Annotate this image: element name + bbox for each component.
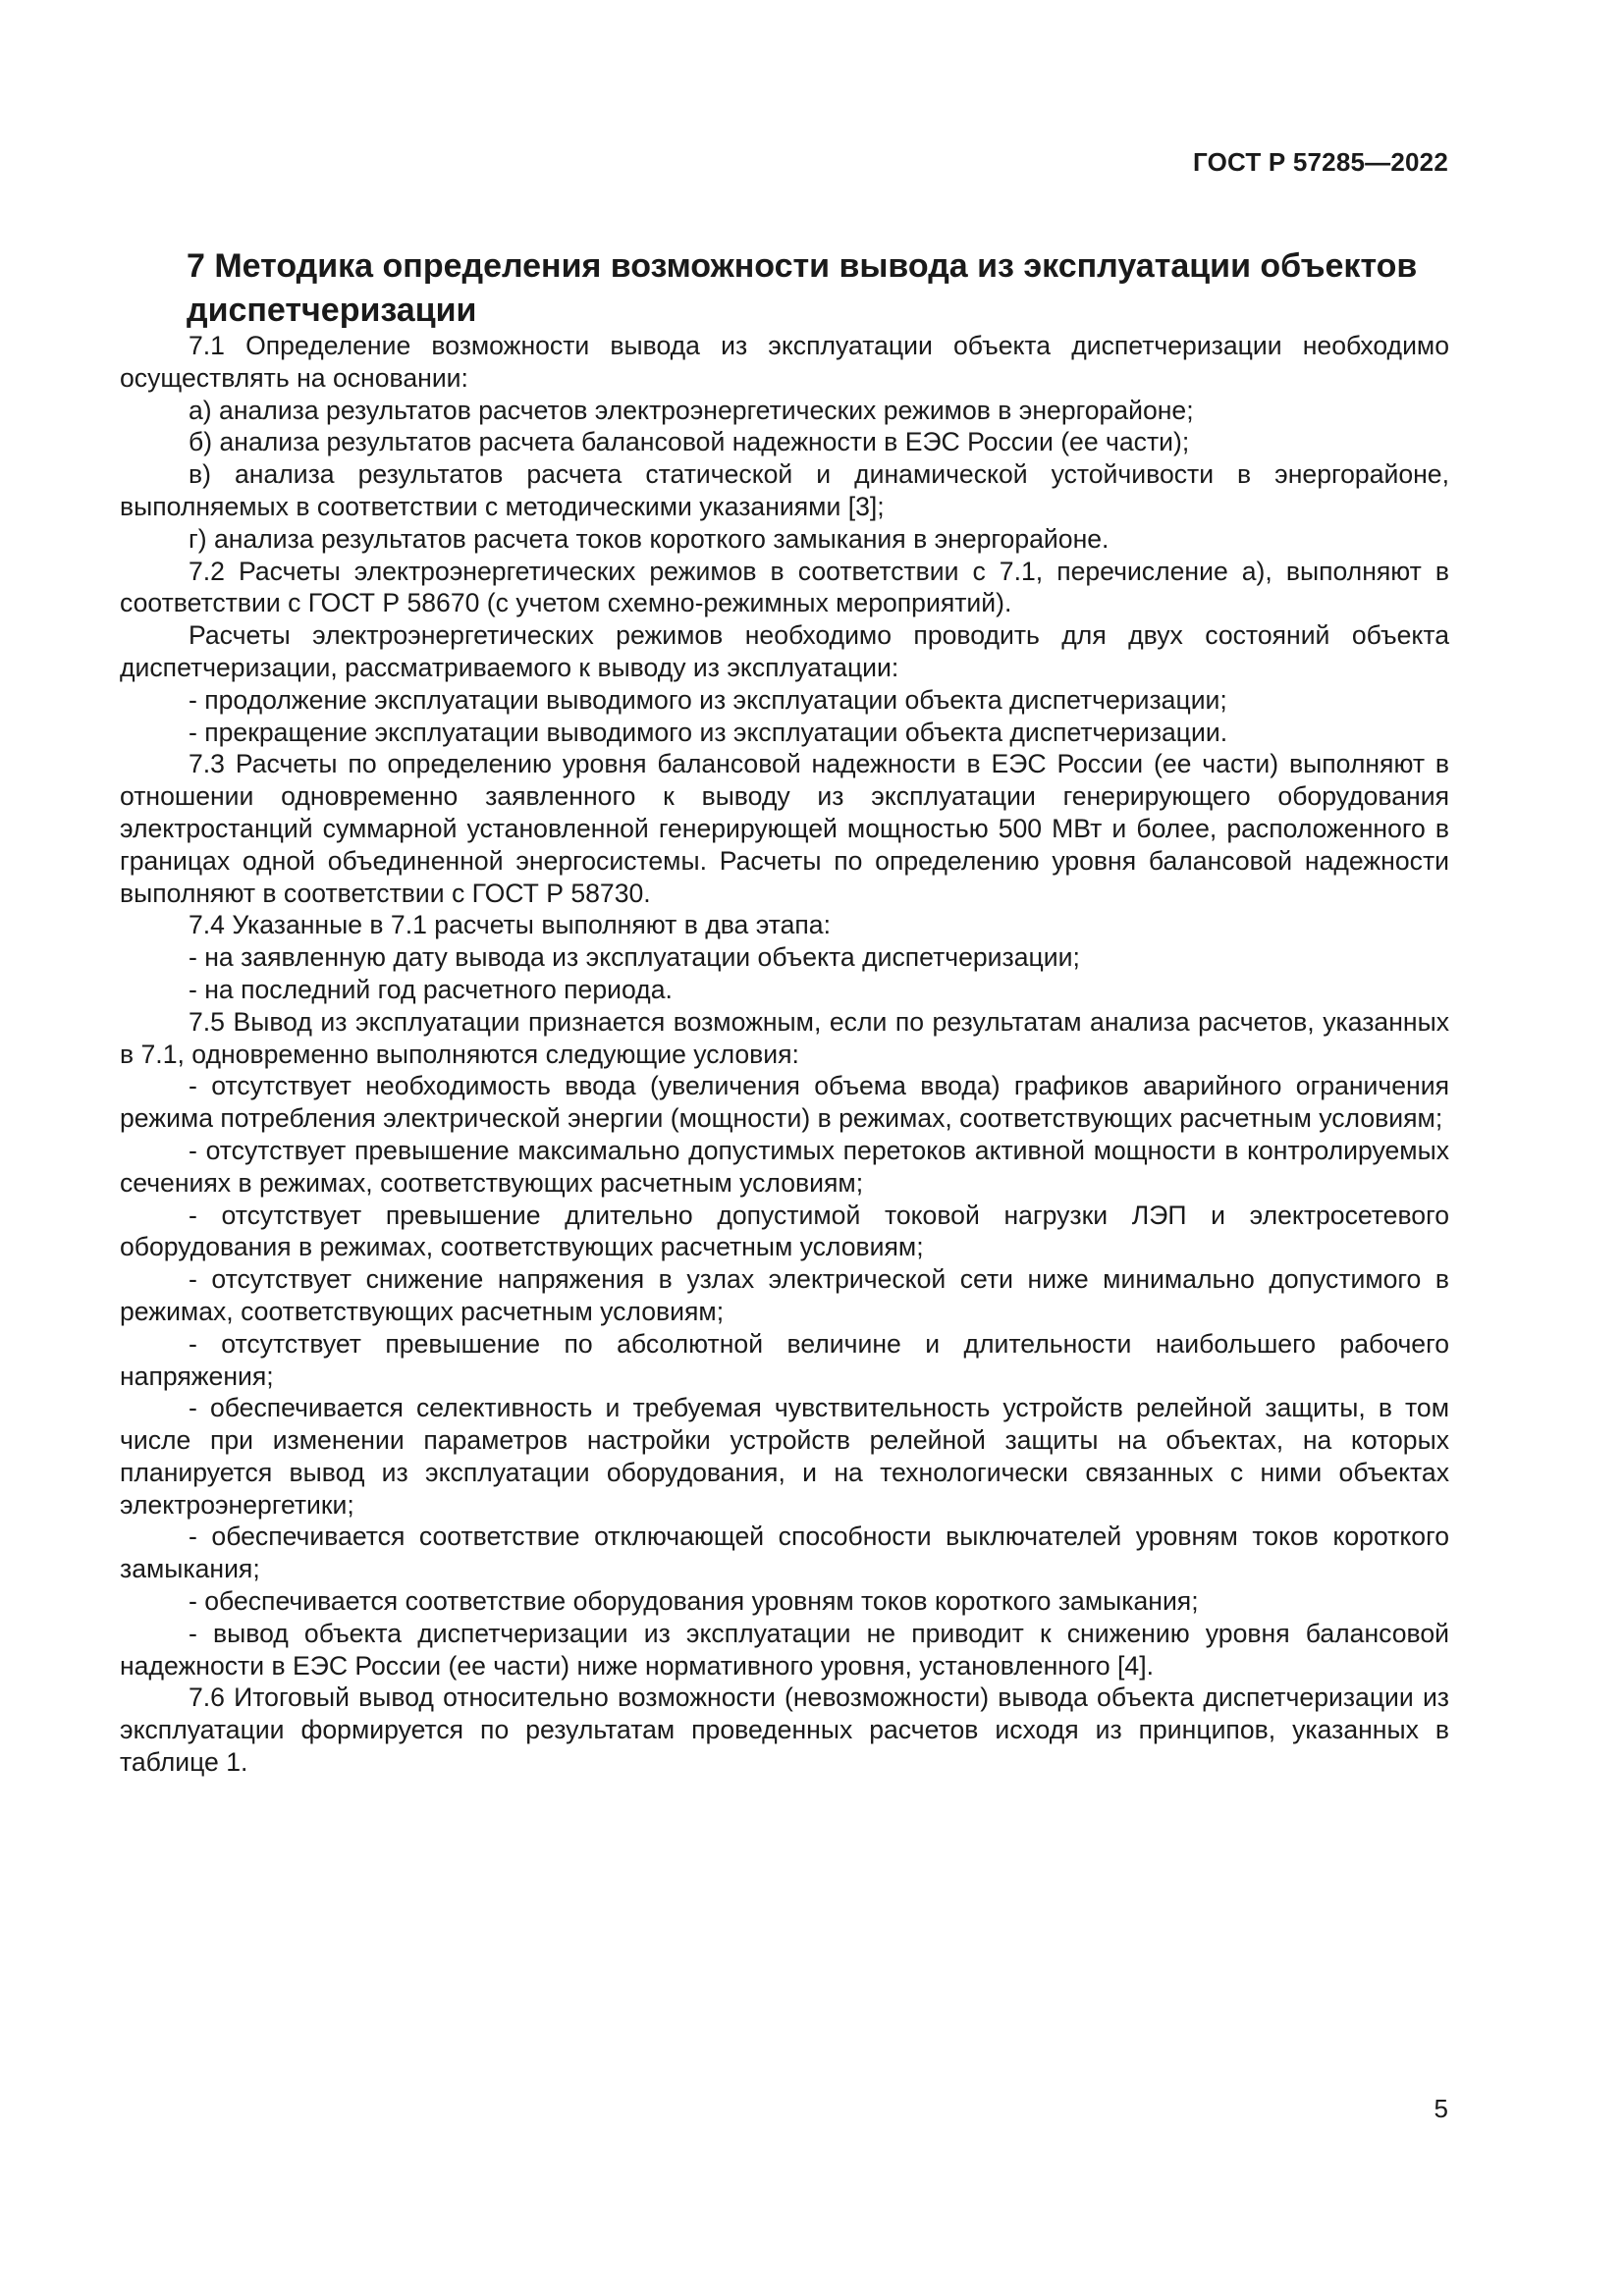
list-item: - прекращение эксплуатации выводимого из эксплуатации объекта диспетчеризации. <box>189 717 1228 747</box>
list-item: - продолжение эксплуатации выводимого из эксплуатации объекта диспетчеризации; <box>189 684 1227 715</box>
list-item: а) анализа результатов расчетов электроэнергетических режимов в энергорайоне; <box>189 395 1194 425</box>
list-item: - обеспечивается селективность и требуемая чувствительность устройств релейной защиты, в том числе при изменении параметров настройки устройств релейной защиты на объектах, на которых планируется вывод из эксплуатации оборудования, и на технологически связанных с ними объектах электроэнергетики; <box>120 1393 1449 1520</box>
list-item: - отсутствует превышение длительно допустимой токовой нагрузки ЛЭП и электросетевого оборудования в режимах, соответствующих расчетным условиям; <box>120 1200 1449 1262</box>
list-item: - обеспечивается соответствие отключающей способности выключателей уровням токов короткого замыкания; <box>120 1522 1449 1584</box>
list-item: - обеспечивается соответствие оборудования уровням токов короткого замыкания; <box>189 1586 1199 1617</box>
list-item: - отсутствует превышение максимально допустимых перетоков активной мощности в контролируемых сечениях в режимах, соответствующих расчетным условиям; <box>120 1135 1449 1198</box>
list-item: - вывод объекта диспетчеризации из эксплуатации не приводит к снижению уровня балансовой надежности в ЕЭС России (ее части) ниже нормативного уровня, установленного [4]. <box>120 1618 1449 1681</box>
paragraph: 7.5 Вывод из эксплуатации признается возможным, если по результатам анализа расчетов, указанных в 7.1, одновременно выполняются следующие условия: <box>120 1006 1449 1069</box>
page-number: 5 <box>1434 2094 1448 2123</box>
list-item: г) анализа результатов расчета токов короткого замыкания в энергорайоне. <box>189 523 1110 554</box>
list-item: - отсутствует превышение по абсолютной величине и длительности наибольшего рабочего напряжения; <box>120 1328 1449 1391</box>
paragraph: 7.2 Расчеты электроэнергетических режимов в соответствии с 7.1, перечисление а), выполняют в соответствии с ГОСТ Р 58670 (с учетом схемно-режимных мероприятий). <box>120 556 1449 618</box>
paragraph: 7.1 Определение возможности вывода из эксплуатации объекта диспетчеризации необходимо осуществлять на основании: <box>120 331 1449 393</box>
list-item: - отсутствует необходимость ввода (увеличения объема ввода) графиков аварийного ограничения режима потребления электрической энергии (мощности) в режимах, соответствующих расчетным условиям; <box>120 1071 1449 1134</box>
list-item: б) анализа результатов расчета балансовой надежности в ЕЭС России (ее части); <box>189 427 1190 457</box>
body-text <box>120 330 1449 1779</box>
section-title: 7 Методика определения возможности вывода из эксплуатации объектов диспетчеризации <box>187 246 1418 329</box>
list-item: в) анализа результатов расчета статической и динамической устойчивости в энергорайоне, выполняемых в соответствии с методическими указаниями [3]; <box>120 459 1449 521</box>
paragraph: Расчеты электроэнергетических режимов необходимо проводить для двух состояний объекта диспетчеризации, рассматриваемого к выводу из эксплуатации: <box>120 620 1449 682</box>
paragraph: 7.3 Расчеты по определению уровня балансовой надежности в ЕЭС России (ее части) выполняют в отношении одновременно заявленного к выводу из эксплуатации генерирующего оборудования электростанций суммарной установленной генерирующей мощностью 500 МВт и более, расположенного в границах одной объединенной энергосистемы. Расчеты по определению уровня балансовой надежности выполняют в соответствии с ГОСТ Р 58730. <box>120 749 1449 908</box>
list-item: - отсутствует снижение напряжения в узлах электрической сети ниже минимально допустимого в режимах, соответствующих расчетным условиям; <box>120 1264 1449 1326</box>
paragraph: 7.4 Указанные в 7.1 расчеты выполняют в два этапа: <box>189 910 831 940</box>
paragraph: 7.6 Итоговый вывод относительно возможности (невозможности) вывода объекта диспетчеризации из эксплуатации формируется по результатам проведенных расчетов исходя из принципов, указанных в таблице 1. <box>120 1682 1449 1778</box>
document-header: ГОСТ Р 57285—2022 <box>1193 147 1448 177</box>
list-item: - на последний год расчетного периода. <box>189 974 673 1004</box>
list-item: - на заявленную дату вывода из эксплуатации объекта диспетчеризации; <box>189 942 1080 973</box>
